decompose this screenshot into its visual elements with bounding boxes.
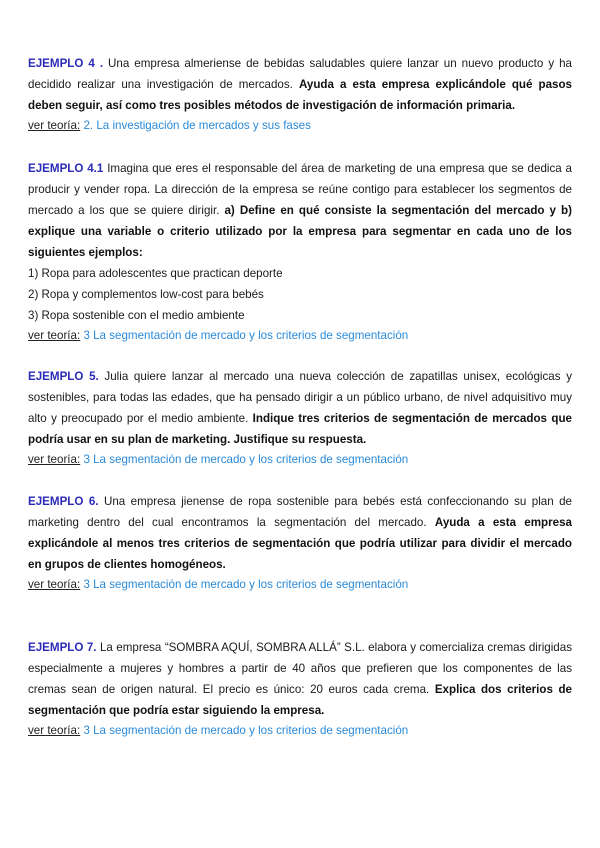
exercise-7-statement [28, 637, 572, 721]
exercise-4-label: EJEMPLO 4 . [28, 57, 104, 70]
exercise-6-task: Ayuda a esta empresa explicándole al menos tres criterios de segmentación que podría utilizar para dividir el mercado en grupos de clientes homogéneos. [28, 516, 572, 571]
exercise-7-label: EJEMPLO 7. [28, 641, 97, 654]
list-item: 2) Ropa y complementos low-cost para bebés [28, 288, 264, 301]
exercise-7-text: La empresa “SOMBRA AQUÍ, SOMBRA ALLÁ” S.L. elabora y comercializa cremas dirigidas especialmente a mujeres y hombres a partir de 40 años que prefieren que los componentes de las cremas sean de origen natural. El precio es único: 20 euros cada crema. [28, 641, 573, 696]
exercise-4-task: Ayuda a esta empresa explicándole qué pasos deben seguir, así como tres posibles métodos de investigación de información primaria. [28, 78, 573, 112]
theory-link-segmentacion[interactable]: 3 La segmentación de mercado y los criterios de segmentación [83, 329, 409, 342]
theory-link-segmentacion[interactable]: 3 La segmentación de mercado y los criterios de segmentación [83, 453, 409, 466]
exercise-4-statement [28, 53, 572, 116]
exercise-5-text: Julia quiere lanzar al mercado una nueva colección de zapatillas unisex, ecológicas y sostenibles, para todas las edades, que ha pensado dirigir a un público urbano, de nivel adquisitivo muy alto y preocupado por el medio ambiente. [28, 370, 573, 425]
list-item: 3) Ropa sostenible con el medio ambiente [28, 309, 245, 322]
exercise-4-1 [28, 158, 572, 346]
exercise-7 [28, 637, 572, 741]
exercise-4-1-theory [28, 326, 572, 346]
exercise-5-label: EJEMPLO 5. [28, 370, 99, 383]
exercise-5-theory [28, 450, 572, 470]
exercise-5 [28, 366, 572, 470]
exercise-5-statement [28, 366, 572, 450]
exercise-5-task: Indique tres criterios de segmentación de mercados que podría usar en su plan de marketing. Justifique su respuesta. [28, 412, 572, 446]
exercise-4-1-list [28, 263, 572, 326]
exercise-4-1-text: Imagina que eres el responsable del área de marketing de una empresa que se dedica a producir y vender ropa. La dirección de la empresa se reúne contigo para establecer los segmentos de mercado a los que se quiere dirigir. [28, 162, 572, 217]
exercise-4-1-label: EJEMPLO 4.1 [28, 162, 104, 175]
exercise-7-theory [28, 721, 572, 741]
exercise-4 [28, 53, 572, 136]
exercise-6-statement [28, 491, 572, 575]
theory-link-segmentacion[interactable]: 3 La segmentación de mercado y los criterios de segmentación [83, 724, 409, 737]
theory-label: ver teoría: [28, 119, 81, 132]
exercise-6 [28, 491, 572, 595]
exercise-6-label: EJEMPLO 6. [28, 495, 99, 508]
theory-label: ver teoría: [28, 724, 81, 737]
exercise-6-theory [28, 575, 572, 595]
exercise-4-1-statement [28, 158, 572, 263]
exercise-4-theory [28, 116, 572, 136]
exercise-6-text: Una empresa jienense de ropa sostenible para bebés está confeccionando su plan de marketing dentro del cual encontramos la segmentación del mercado. [28, 495, 573, 529]
theory-label: ver teoría: [28, 453, 81, 466]
theory-label: ver teoría: [28, 578, 81, 591]
theory-link-investigacion[interactable]: 2. La investigación de mercados y sus fases [83, 119, 311, 132]
theory-label: ver teoría: [28, 329, 81, 342]
exercise-4-text: Una empresa almeriense de bebidas saludables quiere lanzar un nuevo producto y ha decidido realizar una investigación de mercados. [28, 57, 572, 91]
list-item: 1) Ropa para adolescentes que practican deporte [28, 267, 283, 280]
exercise-7-task: Explica dos criterios de segmentación que podría estar siguiendo la empresa. [28, 683, 572, 717]
exercise-4-1-task: a) Define en qué consiste la segmentación del mercado y b) explique una variable o criterio utilizado por la empresa para segmentar en cada uno de los siguientes ejemplos: [28, 204, 573, 259]
theory-link-segmentacion[interactable]: 3 La segmentación de mercado y los criterios de segmentación [83, 578, 409, 591]
